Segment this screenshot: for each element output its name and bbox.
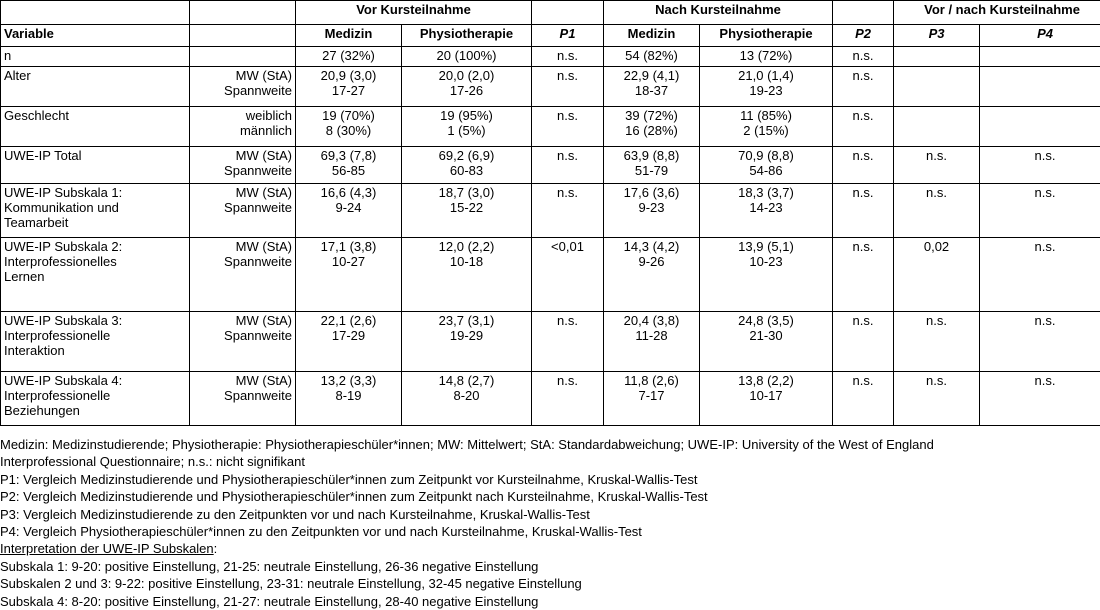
- p4-cell: n.s.: [980, 238, 1100, 312]
- table-row: [1, 372, 1100, 426]
- vor-medizin-cell-line: 56-85: [299, 163, 398, 178]
- vor-physio-cell-line: 8-20: [405, 388, 528, 403]
- vor-medizin-cell-line: 8 (30%): [299, 123, 398, 138]
- table-row: [1, 238, 1100, 312]
- vor-medizin-cell-line: 9-24: [299, 200, 398, 215]
- p3-cell: [894, 47, 980, 67]
- table-row: [1, 107, 1100, 147]
- column-header-p1: P1: [532, 25, 604, 47]
- nach-physio-cell-line: 21,0 (1,4): [703, 68, 829, 83]
- table-row: [1, 184, 1100, 238]
- footnote-subscale-1: Subskala 1: 9-20: positive Einstellung, 21-25: neutrale Einstellung, 26-36 negative Einstellung: [0, 558, 1100, 575]
- variable-cell: [1, 312, 190, 372]
- footnote-p1: P1: Vergleich Medizinstudierende und Physiotherapieschüler*innen zum Zeitpunkt vor Kursteilnahme, Kruskal-Wallis-Test: [0, 471, 1100, 488]
- stat-cell: [190, 238, 296, 312]
- vor-physio-cell-line: 12,0 (2,2): [405, 239, 528, 254]
- nach-physio-cell-line: 13,9 (5,1): [703, 239, 829, 254]
- vor-physio-cell-line: 15-22: [405, 200, 528, 215]
- vor-physio-cell-line: 19 (95%): [405, 108, 528, 123]
- vor-physio-cell: [402, 312, 532, 372]
- nach-physio-cell-line: 11 (85%): [703, 108, 829, 123]
- variable-cell-line: n: [4, 48, 186, 63]
- vor-medizin-cell-line: 13,2 (3,3): [299, 373, 398, 388]
- variable-cell-line: Beziehungen: [4, 403, 186, 418]
- p2-cell: n.s.: [833, 238, 894, 312]
- p4-cell: n.s.: [980, 312, 1100, 372]
- variable-cell: [1, 372, 190, 426]
- nach-physio-cell-line: 13,8 (2,2): [703, 373, 829, 388]
- p2-cell: n.s.: [833, 372, 894, 426]
- nach-medizin-cell-line: 14,3 (4,2): [607, 239, 696, 254]
- variable-cell-line: Kommunikation und: [4, 200, 186, 215]
- column-header-nach-physio: Physiotherapie: [700, 25, 833, 47]
- variable-cell: [1, 184, 190, 238]
- p2-cell: n.s.: [833, 147, 894, 184]
- vor-medizin-cell: [296, 312, 402, 372]
- nach-medizin-cell-line: 16 (28%): [607, 123, 696, 138]
- p1-cell: n.s.: [532, 67, 604, 107]
- nach-medizin-cell-line: 9-23: [607, 200, 696, 215]
- vor-physio-cell-line: 19-29: [405, 328, 528, 343]
- p3-cell: n.s.: [894, 312, 980, 372]
- nach-physio-cell: [700, 312, 833, 372]
- variable-cell-line: UWE-IP Subskala 1:: [4, 185, 186, 200]
- p2-cell: n.s.: [833, 312, 894, 372]
- footnote-p3: P3: Vergleich Medizinstudierende zu den Zeitpunkten vor und nach Kursteilnahme, Kruskal-Wallis-Test: [0, 506, 1100, 523]
- vor-medizin-cell-line: 69,3 (7,8): [299, 148, 398, 163]
- vor-medizin-cell-line: 27 (32%): [299, 48, 398, 63]
- p3-cell: n.s.: [894, 184, 980, 238]
- p2-cell: n.s.: [833, 47, 894, 67]
- table-body: [1, 1, 1100, 426]
- column-header-row: [1, 25, 1100, 47]
- nach-physio-cell: [700, 147, 833, 184]
- footnotes: [0, 436, 1100, 610]
- vor-physio-cell: [402, 67, 532, 107]
- nach-medizin-cell-line: 22,9 (4,1): [607, 68, 696, 83]
- interpretation-colon: :: [214, 541, 218, 556]
- variable-cell: [1, 47, 190, 67]
- header-empty-3: [532, 1, 604, 25]
- column-header-vor-medizin: Medizin: [296, 25, 402, 47]
- header-empty-2: [190, 1, 296, 25]
- variable-cell-line: Alter: [4, 68, 186, 83]
- group-header-vor-nach: Vor / nach Kursteilnahme: [894, 1, 1100, 25]
- group-header-vor: Vor Kursteilnahme: [296, 1, 532, 25]
- nach-physio-cell-line: 70,9 (8,8): [703, 148, 829, 163]
- footnote-p2: P2: Vergleich Medizinstudierende und Physiotherapieschüler*innen zum Zeitpunkt nach Kursteilnahme, Kruskal-Wallis-Test: [0, 488, 1100, 505]
- p1-cell: n.s.: [532, 47, 604, 67]
- p3-cell: 0,02: [894, 238, 980, 312]
- variable-cell-line: Interprofessionelle: [4, 328, 186, 343]
- nach-physio-cell: [700, 372, 833, 426]
- nach-physio-cell-line: 14-23: [703, 200, 829, 215]
- p4-cell: [980, 67, 1100, 107]
- vor-physio-cell: [402, 372, 532, 426]
- column-header-stat: [190, 25, 296, 47]
- vor-physio-cell-line: 18,7 (3,0): [405, 185, 528, 200]
- group-header-nach: Nach Kursteilnahme: [604, 1, 833, 25]
- stat-cell-line: MW (StA): [193, 185, 292, 200]
- column-header-variable: Variable: [1, 25, 190, 47]
- stat-cell: [190, 67, 296, 107]
- vor-physio-cell: [402, 107, 532, 147]
- nach-physio-cell-line: 10-23: [703, 254, 829, 269]
- stat-cell-line: Spannweite: [193, 163, 292, 178]
- nach-medizin-cell-line: 54 (82%): [607, 48, 696, 63]
- stat-cell-line: weiblich: [193, 108, 292, 123]
- nach-physio-cell-line: 54-86: [703, 163, 829, 178]
- variable-cell-line: Lernen: [4, 269, 186, 284]
- vor-medizin-cell: [296, 372, 402, 426]
- column-header-vor-physio: Physiotherapie: [402, 25, 532, 47]
- p4-cell: [980, 47, 1100, 67]
- vor-physio-cell-line: 14,8 (2,7): [405, 373, 528, 388]
- variable-cell: [1, 238, 190, 312]
- table-row: [1, 47, 1100, 67]
- table-row: [1, 67, 1100, 107]
- stat-cell-line: Spannweite: [193, 83, 292, 98]
- vor-medizin-cell-line: 19 (70%): [299, 108, 398, 123]
- p2-cell: n.s.: [833, 67, 894, 107]
- nach-physio-cell: [700, 184, 833, 238]
- variable-cell-line: UWE-IP Subskala 2:: [4, 239, 186, 254]
- stat-cell-line: Spannweite: [193, 200, 292, 215]
- stat-cell-line: Spannweite: [193, 388, 292, 403]
- nach-medizin-cell: [604, 184, 700, 238]
- table-row: [1, 312, 1100, 372]
- vor-medizin-cell-line: 8-19: [299, 388, 398, 403]
- vor-medizin-cell-line: 22,1 (2,6): [299, 313, 398, 328]
- vor-physio-cell: [402, 184, 532, 238]
- p3-cell: n.s.: [894, 147, 980, 184]
- variable-cell: [1, 107, 190, 147]
- nach-physio-cell-line: 2 (15%): [703, 123, 829, 138]
- vor-physio-cell-line: 10-18: [405, 254, 528, 269]
- footnote-subscale-2-3: Subskalen 2 und 3: 9-22: positive Einstellung, 23-31: neutrale Einstellung, 32-45 negative Einstellung: [0, 575, 1100, 592]
- vor-medizin-cell: [296, 107, 402, 147]
- p3-cell: [894, 67, 980, 107]
- p1-cell: n.s.: [532, 107, 604, 147]
- stat-cell-line: MW (StA): [193, 373, 292, 388]
- footnote-abbreviations-cont: Interprofessional Questionnaire; n.s.: nicht signifikant: [0, 453, 1100, 470]
- p1-cell: n.s.: [532, 312, 604, 372]
- nach-physio-cell-line: 13 (72%): [703, 48, 829, 63]
- table-row: [1, 147, 1100, 184]
- stat-cell: [190, 372, 296, 426]
- p4-cell: n.s.: [980, 184, 1100, 238]
- stat-cell-line: MW (StA): [193, 313, 292, 328]
- stat-cell: [190, 147, 296, 184]
- nach-medizin-cell-line: 63,9 (8,8): [607, 148, 696, 163]
- stat-cell-line: MW (StA): [193, 239, 292, 254]
- variable-cell: [1, 67, 190, 107]
- p3-cell: n.s.: [894, 372, 980, 426]
- vor-physio-cell-line: 20 (100%): [405, 48, 528, 63]
- p3-cell: [894, 107, 980, 147]
- nach-medizin-cell-line: 11,8 (2,6): [607, 373, 696, 388]
- vor-medizin-cell-line: 16,6 (4,3): [299, 185, 398, 200]
- nach-medizin-cell-line: 17,6 (3,6): [607, 185, 696, 200]
- stat-cell: [190, 107, 296, 147]
- nach-physio-cell-line: 19-23: [703, 83, 829, 98]
- nach-physio-cell-line: 21-30: [703, 328, 829, 343]
- p2-cell: n.s.: [833, 107, 894, 147]
- nach-medizin-cell: [604, 238, 700, 312]
- nach-medizin-cell: [604, 67, 700, 107]
- variable-cell-line: Interprofessionelles: [4, 254, 186, 269]
- variable-cell-line: UWE-IP Total: [4, 148, 186, 163]
- stat-cell-line: männlich: [193, 123, 292, 138]
- nach-physio-cell: [700, 67, 833, 107]
- column-header-p2: P2: [833, 25, 894, 47]
- p4-cell: n.s.: [980, 147, 1100, 184]
- header-empty-1: [1, 1, 190, 25]
- column-header-nach-medizin: Medizin: [604, 25, 700, 47]
- stat-cell-line: Spannweite: [193, 254, 292, 269]
- vor-physio-cell-line: 23,7 (3,1): [405, 313, 528, 328]
- variable-cell-line: Interaktion: [4, 343, 186, 358]
- nach-physio-cell: [700, 238, 833, 312]
- vor-medizin-cell-line: 20,9 (3,0): [299, 68, 398, 83]
- stat-cell-line: Spannweite: [193, 328, 292, 343]
- stat-cell-line: MW (StA): [193, 68, 292, 83]
- stat-cell: [190, 312, 296, 372]
- nach-medizin-cell: [604, 147, 700, 184]
- vor-physio-cell-line: 60-83: [405, 163, 528, 178]
- p4-cell: n.s.: [980, 372, 1100, 426]
- p1-cell: <0,01: [532, 238, 604, 312]
- variable-cell: [1, 147, 190, 184]
- p2-cell: n.s.: [833, 184, 894, 238]
- nach-physio-cell-line: 18,3 (3,7): [703, 185, 829, 200]
- vor-physio-cell: [402, 147, 532, 184]
- footnote-abbreviations: Medizin: Medizinstudierende; Physiotherapie: Physiotherapieschüler*innen; MW: Mittelwert; StA: Standardabweichung; UWE-IP: University of the West of England: [0, 436, 1100, 453]
- vor-medizin-cell-line: 10-27: [299, 254, 398, 269]
- vor-medizin-cell: [296, 47, 402, 67]
- footnote-p4: P4: Vergleich Physiotherapieschüler*innen zu den Zeitpunkten vor und nach Kursteilnahme, Kruskal-Wallis-Test: [0, 523, 1100, 540]
- interpretation-title: Interpretation der UWE-IP Subskalen: [0, 541, 214, 556]
- column-header-p4: P4: [980, 25, 1100, 47]
- p1-cell: n.s.: [532, 184, 604, 238]
- nach-physio-cell-line: 10-17: [703, 388, 829, 403]
- footnote-subscale-4: Subskala 4: 8-20: positive Einstellung, 21-27: neutrale Einstellung, 28-40 negative Einstellung: [0, 593, 1100, 610]
- vor-physio-cell-line: 17-26: [405, 83, 528, 98]
- footnote-interpretation-heading: [0, 540, 1100, 557]
- variable-cell-line: Geschlecht: [4, 108, 186, 123]
- vor-medizin-cell: [296, 184, 402, 238]
- nach-physio-cell-line: 24,8 (3,5): [703, 313, 829, 328]
- variable-cell-line: UWE-IP Subskala 4:: [4, 373, 186, 388]
- p4-cell: [980, 107, 1100, 147]
- vor-medizin-cell-line: 17,1 (3,8): [299, 239, 398, 254]
- vor-physio-cell-line: 69,2 (6,9): [405, 148, 528, 163]
- vor-physio-cell: [402, 238, 532, 312]
- nach-medizin-cell: [604, 47, 700, 67]
- column-header-p3: P3: [894, 25, 980, 47]
- nach-medizin-cell-line: 51-79: [607, 163, 696, 178]
- vor-physio-cell-line: 20,0 (2,0): [405, 68, 528, 83]
- header-empty-4: [833, 1, 894, 25]
- nach-medizin-cell-line: 9-26: [607, 254, 696, 269]
- header-group-row: [1, 1, 1100, 25]
- nach-medizin-cell: [604, 312, 700, 372]
- vor-physio-cell-line: 1 (5%): [405, 123, 528, 138]
- nach-medizin-cell-line: 11-28: [607, 328, 696, 343]
- nach-medizin-cell-line: 18-37: [607, 83, 696, 98]
- nach-medizin-cell: [604, 372, 700, 426]
- vor-medizin-cell: [296, 147, 402, 184]
- vor-physio-cell: [402, 47, 532, 67]
- p1-cell: n.s.: [532, 372, 604, 426]
- vor-medizin-cell-line: 17-29: [299, 328, 398, 343]
- vor-medizin-cell: [296, 67, 402, 107]
- variable-cell-line: Interprofessionelle: [4, 388, 186, 403]
- stat-cell: [190, 184, 296, 238]
- p1-cell: n.s.: [532, 147, 604, 184]
- variable-cell-line: Teamarbeit: [4, 215, 186, 230]
- variable-cell-line: UWE-IP Subskala 3:: [4, 313, 186, 328]
- stat-cell-line: MW (StA): [193, 148, 292, 163]
- nach-physio-cell: [700, 107, 833, 147]
- nach-medizin-cell-line: 7-17: [607, 388, 696, 403]
- nach-physio-cell: [700, 47, 833, 67]
- nach-medizin-cell-line: 20,4 (3,8): [607, 313, 696, 328]
- vor-medizin-cell-line: 17-27: [299, 83, 398, 98]
- stat-cell: [190, 47, 296, 67]
- nach-medizin-cell-line: 39 (72%): [607, 108, 696, 123]
- vor-medizin-cell: [296, 238, 402, 312]
- nach-medizin-cell: [604, 107, 700, 147]
